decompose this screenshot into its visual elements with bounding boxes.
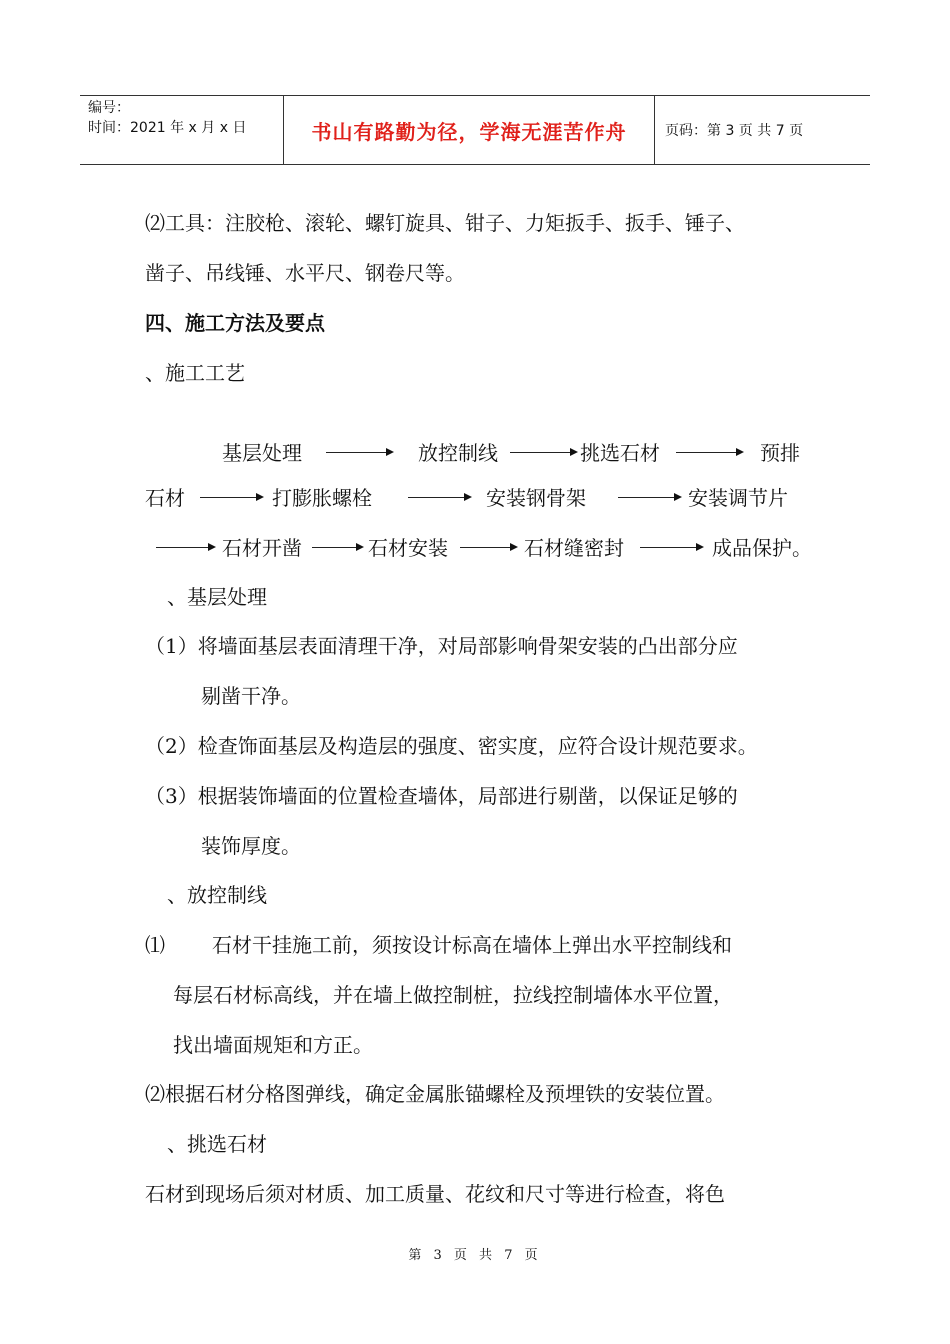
base-item-3-line-1: （3）根据装饰墙面的位置检查墙体，局部进行剔凿，以保证足够的 (145, 784, 738, 808)
flow-row-2 (0, 485, 950, 511)
control-item-1-line-2: 每层石材标高线，并在墙上做控制桩，拉线控制墙体水平位置， (173, 983, 733, 1007)
control-item-1-number: ⑴ (145, 933, 165, 957)
tools-line-1: ⑵工具：注胶枪、滚轮、螺钉旋具、钳子、力矩扳手、扳手、锤子、 (145, 211, 745, 235)
base-item-2: （2）检查饰面基层及构造层的强度、密实度，应符合设计规范要求。 (145, 734, 758, 758)
flow-arrow (510, 452, 576, 453)
flow-row-1 (0, 440, 950, 466)
flow-step-steel-frame: 安装钢骨架 (486, 486, 586, 510)
flow-step-expansion-bolts: 打膨胀螺栓 (272, 486, 372, 510)
header-motto: 书山有路勤为径，学海无涯苦作舟 (283, 96, 655, 164)
flow-step-stone-installation: 石材安装 (368, 536, 448, 560)
flow-step-adjuster-plates: 安装调节片 (688, 486, 788, 510)
section-4-title: 四、施工方法及要点 (145, 311, 325, 335)
document-header (80, 95, 870, 165)
flow-step-pre-arrange: 预排 (760, 441, 800, 465)
serial-label: 编号： (88, 100, 130, 116)
flow-arrow (312, 547, 362, 548)
date-label: 时间：2021 年 x 月 x 日 (88, 120, 247, 136)
control-item-2: ⑵根据石材分格图弹线，确定金属胀锚螺栓及预埋铁的安装位置。 (145, 1082, 725, 1106)
base-item-3-line-2: 装饰厚度。 (201, 834, 301, 858)
select-stone-title: 、挑选石材 (167, 1132, 267, 1156)
control-lines-title: 、放控制线 (167, 883, 267, 907)
page-footer: 第 3 页 共 7 页 (408, 1248, 542, 1263)
flow-step-product-protection: 成品保护。 (712, 536, 812, 560)
flow-row-3 (0, 535, 950, 561)
flow-arrow (326, 452, 392, 453)
flow-arrow (460, 547, 516, 548)
flow-step-select-stone: 挑选石材 (580, 441, 660, 465)
flow-arrow (408, 497, 470, 498)
base-item-1-line-2: 剔凿干净。 (201, 684, 301, 708)
flow-arrow (676, 452, 742, 453)
header-page-info: 页码：第 3 页 共 7 页 (665, 123, 804, 139)
flow-arrow (618, 497, 680, 498)
control-item-1-line-3: 找出墙面规矩和方正。 (173, 1033, 373, 1057)
base-item-1-line-1: （1）将墙面基层表面清理干净，对局部影响骨架安装的凸出部分应 (145, 634, 738, 658)
select-stone-text: 石材到现场后须对材质、加工质量、花纹和尺寸等进行检查，将色 (145, 1182, 725, 1206)
flow-step-stone-slotting: 石材开凿 (222, 536, 302, 560)
flow-step-stone: 石材 (145, 486, 185, 510)
tools-line-2: 凿子、吊线锤、水平尺、钢卷尺等。 (145, 261, 465, 285)
header-meta (80, 96, 283, 164)
flow-step-joint-sealing: 石材缝密封 (524, 536, 624, 560)
base-treatment-title: 、基层处理 (167, 585, 267, 609)
flow-arrow (640, 547, 702, 548)
control-item-1-line-1: 石材干挂施工前，须按设计标高在墙体上弹出水平控制线和 (212, 933, 732, 957)
process-title: 、施工工艺 (145, 361, 245, 385)
flow-arrow (200, 497, 262, 498)
flow-step-base-treatment: 基层处理 (222, 441, 302, 465)
flow-step-control-lines: 放控制线 (418, 441, 498, 465)
flow-arrow (156, 547, 214, 548)
